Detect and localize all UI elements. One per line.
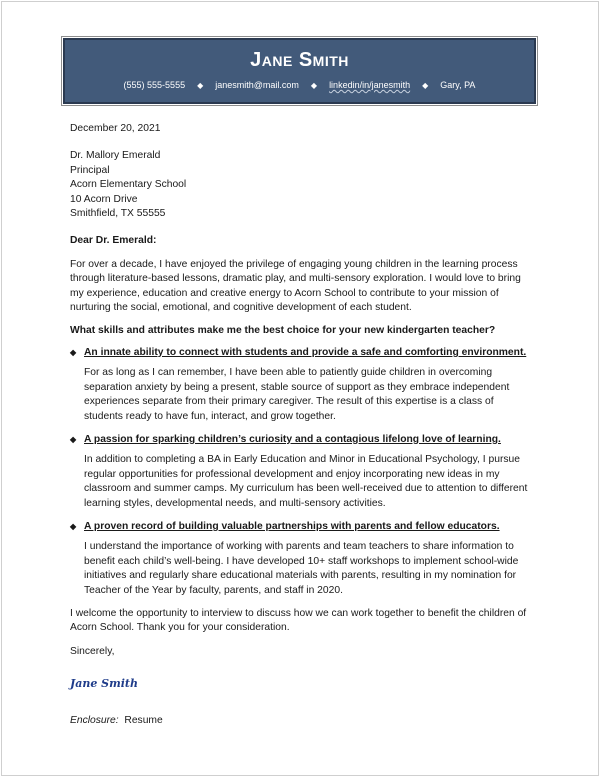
linkedin-link[interactable]: linkedin/in/janesmith (329, 80, 411, 90)
qualification-title: ◆ A proven record of building valuable partnerships with parents and fellow educators. (70, 520, 530, 534)
letter-body (70, 122, 530, 728)
contact-line (65, 80, 534, 90)
recipient-organization: Acorn Elementary School (70, 179, 187, 191)
diamond-bullet-icon: ◆ (70, 521, 77, 531)
recipient-address (70, 149, 530, 221)
qualification-body: For as long as I can remember, I have been able to patiently guide children in overcoming separation anxiety by being a present, stable source of support as they embrace independent experiences separate from their primary caregiver. The result of this expertise is a class of students ready to have fun, interact, and grow together. (84, 367, 510, 422)
phone: (555) 555-5555 (123, 80, 186, 90)
letter-date: December 20, 2021 (70, 123, 161, 134)
qualification-title: ◆ A passion for sparking children’s curiosity and a contagious lifelong love of learning. (70, 433, 530, 447)
enclosure-line (70, 714, 530, 728)
signature: Jane Smith (70, 677, 138, 691)
intro-paragraph: For over a decade, I have enjoyed the privilege of engaging young children in the learning process through literature-based lessons, dramatic play, and multi-sensory exploration. I would love to bring my experience, education and creative energy to Acorn School to contribute to your mission of nurturing the social, emotional, and cognitive development of each student. (70, 258, 521, 314)
recipient-city: Smithfield, TX 55555 (70, 208, 166, 220)
salutation: Dear Dr. Emerald: (70, 235, 157, 247)
location: Gary, PA (440, 80, 476, 90)
closing-paragraph: I welcome the opportunity to interview to discuss how we can work together to benefit the children of Acorn School. Thank you for your consideration. (70, 607, 527, 634)
qualification-title: ◆ An innate ability to connect with students and provide a safe and comforting environment. (70, 346, 530, 360)
email: janesmith@mail.com (215, 80, 299, 90)
separator-icon: ◆ (310, 80, 318, 90)
qualification-body: I understand the importance of working with parents and team teachers to share information to benefit each child’s well-being. I have developed 10+ staff workshops to implement school-wide initiatives and regularly share educational materials with parents, resulting in my nomination for Teacher of the Year by faculty, parents, and staff in 2020. (84, 541, 519, 596)
separator-icon: ◆ (422, 80, 429, 90)
diamond-bullet-icon: ◆ (70, 347, 77, 357)
recipient-name: Dr. Mallory Emerald (70, 150, 161, 162)
enclosure-value: Resume (124, 714, 163, 726)
separator-icon: ◆ (197, 80, 204, 90)
recipient-title: Principal (70, 164, 110, 176)
diamond-bullet-icon: ◆ (70, 434, 77, 444)
qualification-body: In addition to completing a BA in Early Education and Minor in Educational Psychology, I pursue regular opportunities for professional development and enjoy incorporating new ideas in my classroom and summer camps. My curriculum has been well-received due to attention to different learning styles, developmental needs, and multi-sensory activities. (84, 454, 528, 509)
recipient-street: 10 Acorn Drive (70, 193, 138, 205)
applicant-name: Jane Smith (250, 49, 349, 71)
letterhead (63, 38, 536, 104)
enclosure-label: Enclosure: (70, 714, 119, 726)
key-question: What skills and attributes make me the best choice for your new kindergarten teacher? (70, 325, 496, 337)
closing: Sincerely, (70, 645, 115, 657)
